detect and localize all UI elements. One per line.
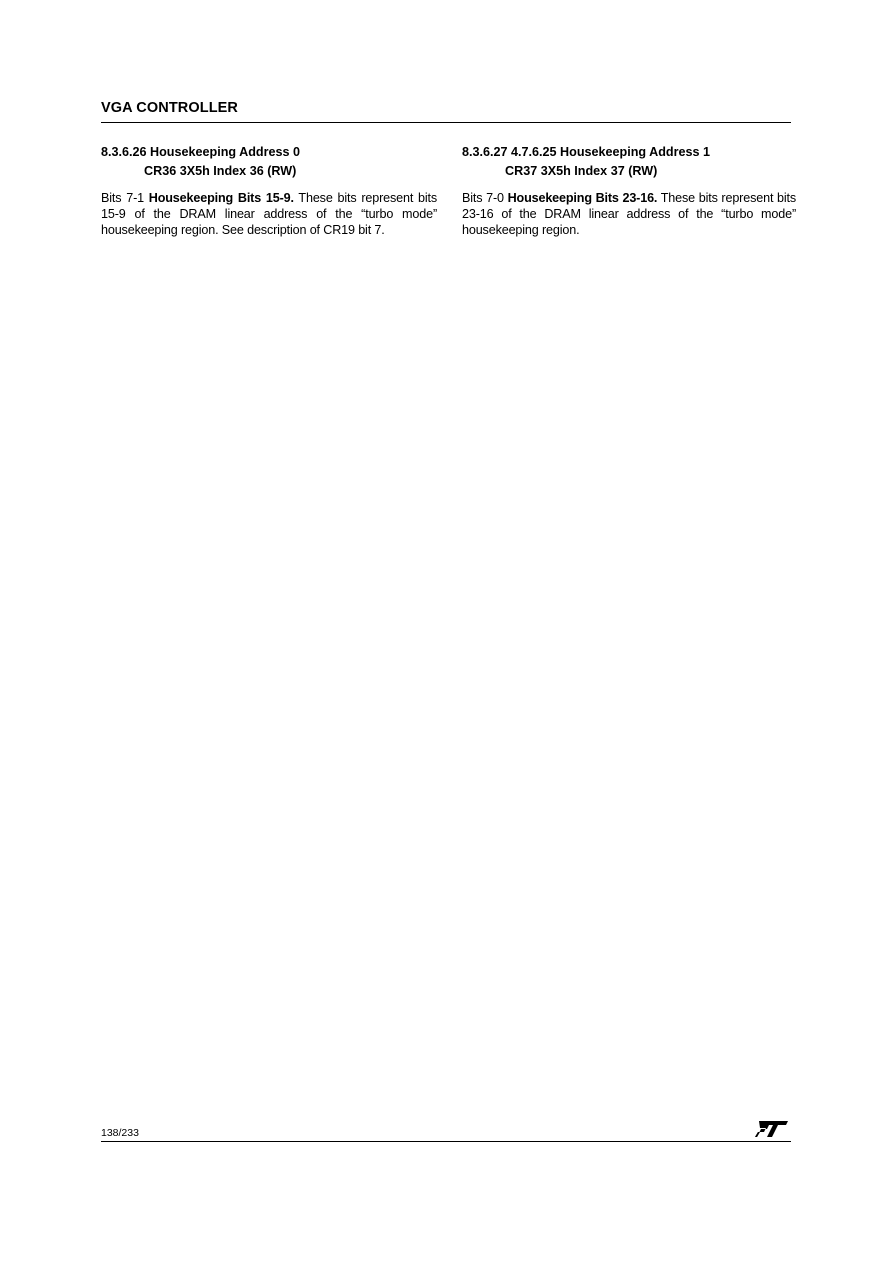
section-housekeeping-address-1 [462,143,796,238]
page-number: 138/233 [101,1127,139,1139]
st-logo-icon [755,1119,789,1139]
section-body [462,190,796,238]
section-heading-register: CR36 3X5h Index 36 (RW) [144,164,297,178]
body-bold-term: Housekeeping Bits 23-16. [507,191,658,205]
body-prefix: Bits 7-1 [101,191,149,205]
section-heading-number-title: 8.3.6.27 4.7.6.25 Housekeeping Address 1 [462,145,711,159]
section-heading [101,143,437,181]
section-heading-register: CR37 3X5h Index 37 (RW) [505,164,658,178]
body-prefix: Bits 7-0 [462,191,508,205]
body-bold-term: Housekeeping Bits 15-9. [148,191,294,205]
section-housekeeping-address-0 [101,143,437,238]
body-description: These bits represent bits 23-16 of the DRAM linear address of the “turbo mode” housekeeping region. [462,191,796,237]
page-header [101,100,791,123]
page-footer [101,1119,791,1142]
section-body [101,190,437,238]
page-title: VGA CONTROLLER [101,100,238,116]
section-heading [462,143,796,181]
body-description: These bits represent bits 15-9 of the DRAM linear address of the “turbo mode” housekeeping region. See description of CR19 bit 7. [101,191,437,237]
section-heading-number-title: 8.3.6.26 Housekeeping Address 0 [101,145,301,159]
